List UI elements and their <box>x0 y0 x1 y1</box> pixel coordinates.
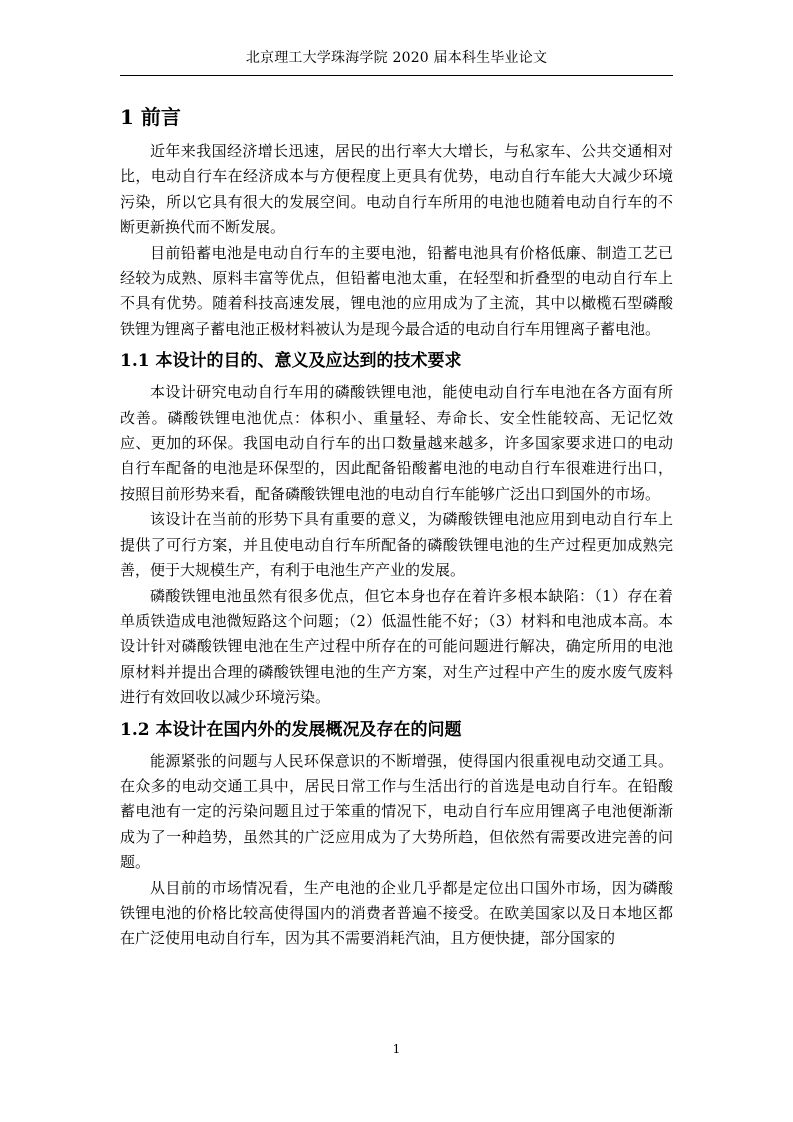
paragraph: 本设计研究电动自行车用的磷酸铁锂电池，能使电动自行车电池在各方面有所改善。磷酸铁锂电池优点：体积小、重量轻、寿命长、安全性能较高、无记忆效应、更加的环保。我国电动自行车的出口数量越来越多，许多国家要求进口的电动自行车配备的电池是环保型的，因此配备铅酸蓄电池的电动自行车很难进行出口，按照目前形势来看，配备磷酸铁锂电池的电动自行车能够广泛出口到国外的市场。 <box>120 383 673 503</box>
header-rule <box>120 75 673 76</box>
paragraph: 近年来我国经济增长迅速，居民的出行率大大增长，与私家车、公共交通相对比，电动自行车在经济成本与方便程度上更具有优势，电动自行车能大大减少环境污染，所以它具有很大的发展空间。电动自行车所用的电池也随着电动自行车的不断更新换代而不断发展。 <box>120 142 673 237</box>
running-header: 北京理工大学珠海学院 2020 届本科生毕业论文 <box>245 50 548 66</box>
paragraph: 磷酸铁锂电池虽然有很多优点，但它本身也存在着许多根本缺陷：（1）存在着单质铁造成电池微短路这个问题；（2）低温性能不好；（3）材料和电池成本高。本设计针对磷酸铁锂电池在生产过程中所存在的可能问题进行解决，确定所用的电池原材料并提出合理的磷酸铁锂电池的生产方案，对生产过程中产生的废水废气废料进行有效回收以减少环境污染。 <box>120 586 673 707</box>
page-number: 1 <box>392 1042 401 1056</box>
section-heading-preface: 1 前言 <box>120 105 181 129</box>
paragraph: 该设计在当前的形势下具有重要的意义，为磷酸铁锂电池应用到电动自行车上提供了可行方案，并且使电动自行车所配备的磷酸铁锂电池的生产过程更加成熟完善，便于大规模生产，有利于电池生产产业的发展。 <box>120 510 673 580</box>
paragraph: 能源紧张的问题与人民环保意识的不断增强，使得国内很重视电动交通工具。在众多的电动交通工具中，居民日常工作与生活出行的首选是电动自行车。在铅酸蓄电池有一定的污染问题且过于笨重的情况下，电动自行车应用锂离子电池便渐渐成为了一种趋势，虽然其的广泛应用成为了大势所趋，但依然有需要改进完善的问题。 <box>120 751 673 872</box>
paragraph: 从目前的市场情况看，生产电池的企业几乎都是定位出口国外市场，因为磷酸铁锂电池的价格比较高使得国内的消费者普遍不接受。在欧美国家以及日本地区都在广泛使用电动自行车，因为其不需要消耗汽油，且方便快捷，部分国家的 <box>120 878 673 948</box>
subsection-heading-purpose: 1.1 本设计的目的、意义及应达到的技术要求 <box>120 351 462 372</box>
subsection-heading-development: 1.2 本设计在国内外的发展概况及存在的问题 <box>120 719 462 740</box>
paragraph: 目前铅蓄电池是电动自行车的主要电池，铅蓄电池具有价格低廉、制造工艺已经较为成熟、原料丰富等优点，但铅蓄电池太重，在轻型和折叠型的电动自行车上不具有优势。随着科技高速发展，锂电池的应用成为了主流，其中以橄榄石型磷酸铁锂为锂离子蓄电池正极材料被认为是现今最合适的电动自行车用锂离子蓄电池。 <box>120 243 673 338</box>
body-text <box>120 103 673 952</box>
